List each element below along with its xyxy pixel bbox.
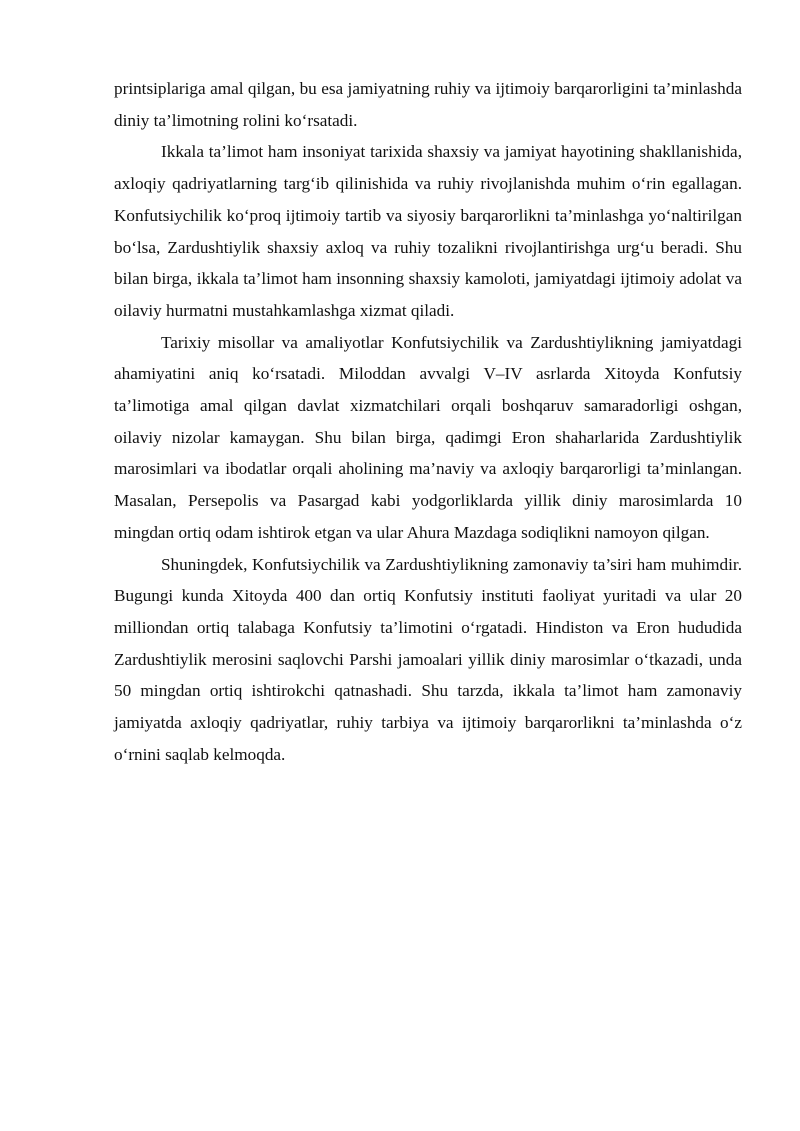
paragraph-both-teachings: Ikkala ta’limot ham insoniyat tarixida shaxsiy va jamiyat hayotining shakllanishida, axloqiy qadriyatlarning targ‘ib qilinishida va ruhiy rivojlanishda muhim o‘rin egallagan. Konfutsiychilik ko‘proq ijtimoiy tartib va siyosiy barqarorlikni ta’minlashga yo‘naltirilgan bo‘lsa, Zardushtiylik shaxsiy axloq va ruhiy tozalikni rivojlantirishga urg‘u beradi. Shu bilan birga, ikkala ta’limot ham insonning shaxsiy kamoloti, jamiyatdagi ijtimoiy adolat va oilaviy hurmatni mustahkamlashga xizmat qiladi. [114, 142, 742, 320]
document-body [114, 73, 742, 770]
paragraph-modern-influence: Shuningdek, Konfutsiychilik va Zardushtiylikning zamonaviy ta’siri ham muhimdir. Bugungi kunda Xitoyda 400 dan ortiq Konfutsiy instituti faoliyat yuritadi va ular 20 milliondan ortiq talabaga Konfutsiy ta’limotini o‘rgatadi. Hindiston va Eron hududida Zardushtiylik merosini saqlovchi Parshi jamoalari yillik diniy marosimlar o‘tkazadi, unda 50 mingdan ortiq ishtirokchi qatnashadi. Shu tarzda, ikkala ta’limot ham zamonaviy jamiyatda axloqiy qadriyatlar, ruhiy tarbiya va ijtimoiy barqarorlikni ta’minlashda o‘z o‘rnini saqlab kelmoqda. [114, 554, 742, 764]
paragraph-historical-examples: Tarixiy misollar va amaliyotlar Konfutsiychilik va Zardushtiylikning jamiyatdagi ahamiyatini aniq ko‘rsatadi. Miloddan avvalgi V–IV asrlarda Xitoyda Konfutsiy ta’limotiga amal qilgan davlat xizmatchilari orqali boshqaruv samaradorligi oshgan, oilaviy nizolar kamaygan. Shu bilan birga, qadimgi Eron shaharlarida Zardushtiylik marosimlari va ibodatlar orqali aholining ma’naviy va axloqiy barqarorligi ta’minlangan. Masalan, Persepolis va Pasargad kabi yodgorliklarda yillik diniy marosimlarda 10 mingdan ortiq odam ishtirok etgan va ular Ahura Mazdaga sodiqlikni namoyon qilgan. [114, 332, 742, 542]
paragraph-continuation: printsiplariga amal qilgan, bu esa jamiyatning ruhiy va ijtimoiy barqarorligini ta’minlashda diniy ta’limotning rolini ko‘rsatadi. [114, 79, 742, 130]
